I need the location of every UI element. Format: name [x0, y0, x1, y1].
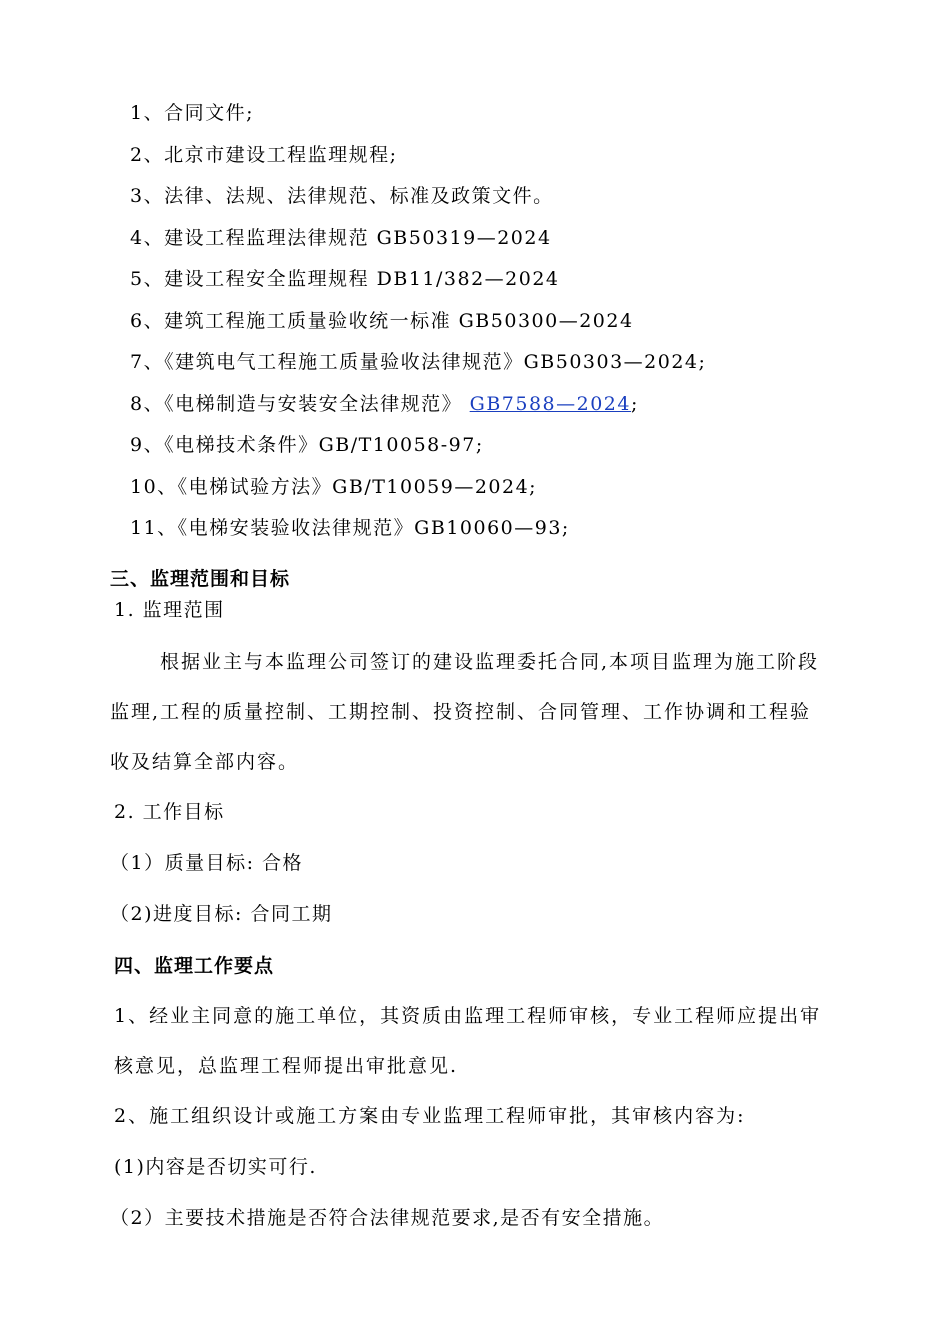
basis-item-9: 9、《电梯技术条件》GB/T10058-97;	[130, 434, 484, 456]
basis-item-6: 6、建筑工程施工质量验收统一标准 GB50300—2024	[130, 310, 634, 332]
basis-item-7: 7、《建筑电气工程施工质量验收法律规范》GB50303—2024;	[130, 351, 707, 373]
scope-subheading: 1. 监理范围	[114, 599, 225, 621]
basis-item-8-suffix: ;	[631, 393, 639, 415]
section-4-heading: 四、监理工作要点	[114, 955, 275, 977]
scope-paragraph-line-2: 监理,工程的质量控制、工期控制、投资控制、合同管理、工作协调和工程验	[110, 701, 812, 723]
sub-item-2: （2）主要技术措施是否符合法律规范要求,是否有安全措施。	[110, 1207, 665, 1229]
point-1-line-2: 核意见，总监理工程师提出审批意见.	[114, 1055, 459, 1077]
point-1-line-1: 1、经业主同意的施工单位，其资质由监理工程师审核，专业工程师应提出审	[114, 1005, 822, 1027]
basis-item-8	[130, 392, 639, 416]
section-3-heading: 三、监理范围和目标	[110, 568, 291, 590]
basis-item-11: 11、《电梯安装验收法律规范》GB10060—93;	[130, 517, 570, 539]
point-2-line: 2、施工组织设计或施工方案由专业监理工程师审批，其审核内容为:	[114, 1105, 746, 1127]
standard-link-gb7588[interactable]: GB7588—2024	[469, 393, 631, 415]
basis-item-3: 3、法律、法规、法律规范、标准及政策文件。	[130, 185, 554, 207]
goal-schedule: （2)进度目标: 合同工期	[110, 903, 333, 925]
basis-item-2: 2、北京市建设工程监理规程;	[130, 144, 398, 166]
basis-item-10: 10、《电梯试验方法》GB/T10059—2024;	[130, 476, 538, 498]
basis-item-4: 4、建设工程监理法律规范 GB50319—2024	[130, 227, 552, 249]
goal-quality: （1）质量目标: 合格	[110, 852, 304, 874]
basis-item-5: 5、建设工程安全监理规程 DB11/382—2024	[130, 268, 560, 290]
sub-item-1: (1)内容是否切实可行.	[114, 1156, 317, 1178]
basis-item-1: 1、合同文件;	[130, 102, 254, 124]
scope-paragraph-line-3: 收及结算全部内容。	[110, 751, 300, 773]
basis-item-8-text: 8、《电梯制造与安装安全法律规范》	[130, 393, 470, 415]
scope-paragraph-line-1: 根据业主与本监理公司签订的建设监理委托合同,本项目监理为施工阶段	[160, 651, 820, 673]
goal-subheading: 2. 工作目标	[114, 801, 225, 823]
